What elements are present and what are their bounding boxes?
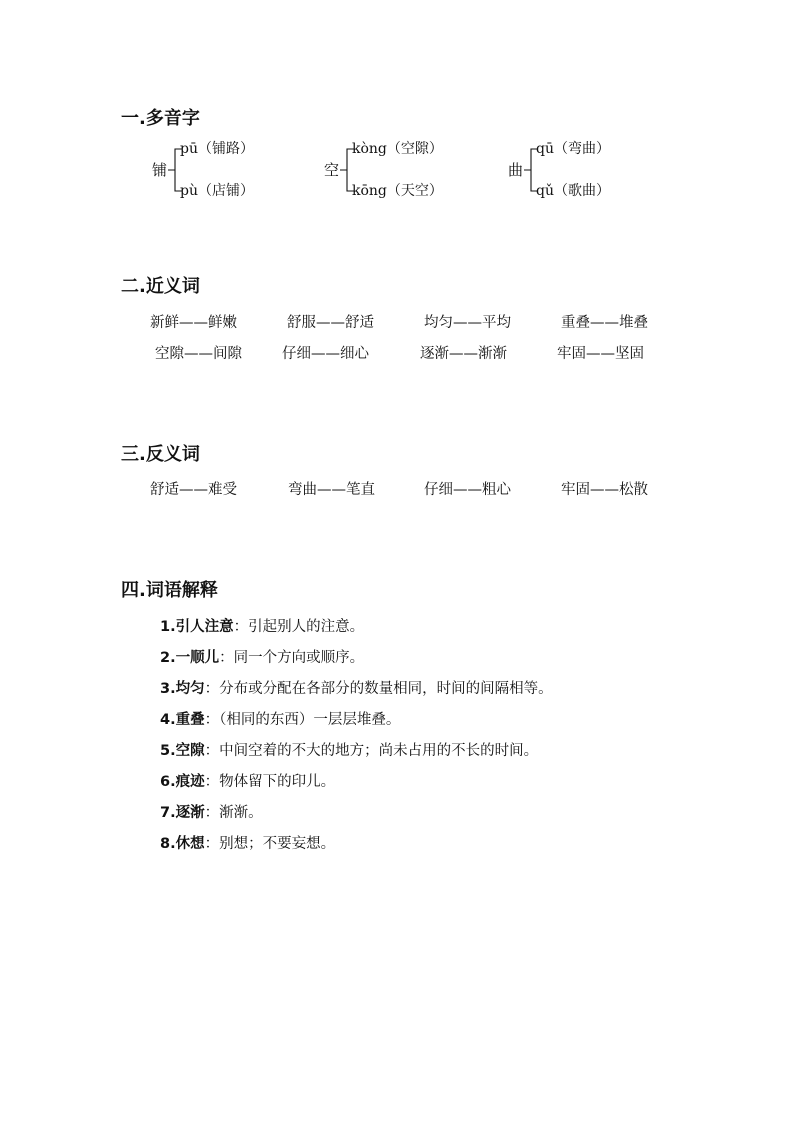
definition-text: 同一个方向或顺序。 xyxy=(233,650,365,666)
definition-term: 痕迹 xyxy=(175,774,205,790)
antonym-pair: 弯曲——笔直 xyxy=(288,482,375,498)
definition-separator: ： xyxy=(204,712,220,728)
definition-separator: ： xyxy=(204,681,220,697)
polyphone-group xyxy=(152,138,352,202)
definition-separator: ： xyxy=(204,774,220,790)
antonym-pair: 舒适——难受 xyxy=(150,482,237,498)
definition-term: 休想 xyxy=(175,836,205,852)
definition-separator: ： xyxy=(204,836,220,852)
antonym-pair: 仔细——粗心 xyxy=(424,482,511,498)
definition-term: 空隙 xyxy=(175,743,205,759)
definition-item xyxy=(160,834,553,865)
polyphone-reading: pù（店铺） xyxy=(180,183,254,199)
definition-text: 物体留下的印儿。 xyxy=(219,774,336,790)
polyphone-reading: qū（弯曲） xyxy=(536,141,610,157)
definition-separator: ： xyxy=(204,805,220,821)
polyphone-reading: kòng（空隙） xyxy=(352,141,443,157)
definition-separator: ： xyxy=(219,650,234,666)
definition-item xyxy=(160,710,553,741)
definition-text: 中间空着的不大的地方；尚未占用的不长的时间。 xyxy=(219,743,539,759)
section-title-polyphones: 一.多音字 xyxy=(121,108,200,129)
definition-number: 4. xyxy=(160,712,176,728)
definition-number: 1. xyxy=(160,619,176,635)
synonym-pair: 重叠——堆叠 xyxy=(561,315,648,331)
definition-separator: ： xyxy=(233,619,249,635)
definition-item xyxy=(160,741,553,772)
definition-term: 均匀 xyxy=(175,681,205,697)
definition-item xyxy=(160,772,553,803)
synonym-pair: 逐渐——渐渐 xyxy=(420,346,507,362)
definition-text: 分布或分配在各部分的数量相同，时间的间隔相等。 xyxy=(219,681,553,697)
definition-number: 8. xyxy=(160,836,176,852)
definition-number: 3. xyxy=(160,681,176,697)
definition-separator: ： xyxy=(204,743,220,759)
synonym-pair: 牢固——坚固 xyxy=(557,346,644,362)
synonym-pair: 舒服——舒适 xyxy=(287,315,374,331)
polyphone-reading: qǔ（歌曲） xyxy=(536,183,610,199)
definition-text: 引起别人的注意。 xyxy=(248,619,365,635)
synonym-pair: 空隙——间隙 xyxy=(155,346,242,362)
definition-item xyxy=(160,617,553,648)
definition-item xyxy=(160,803,553,834)
definition-text: （相同的东西）一层层堆叠。 xyxy=(219,712,401,728)
definition-text: 渐渐。 xyxy=(219,805,263,821)
definition-list xyxy=(160,617,553,865)
definition-term: 一顺儿 xyxy=(175,650,220,666)
section-title-definitions: 四.词语解释 xyxy=(121,580,218,601)
polyphone-reading: pū（铺路） xyxy=(180,141,254,157)
synonym-pair: 仔细——细心 xyxy=(282,346,369,362)
definition-number: 5. xyxy=(160,743,176,759)
polyphone-reading: kōng（天空） xyxy=(352,183,443,199)
definition-number: 2. xyxy=(160,650,176,666)
polyphone-char: 空 xyxy=(324,161,340,179)
definition-item xyxy=(160,679,553,710)
definition-item xyxy=(160,648,553,679)
definition-term: 重叠 xyxy=(175,712,205,728)
antonym-pair: 牢固——松散 xyxy=(561,482,648,498)
section-title-antonyms: 三.反义词 xyxy=(121,444,200,465)
polyphone-char: 铺 xyxy=(152,161,168,179)
definition-term: 引人注意 xyxy=(175,619,234,635)
polyphone-group xyxy=(324,138,524,202)
definition-term: 逐渐 xyxy=(175,805,205,821)
synonym-pair: 均匀——平均 xyxy=(424,315,511,331)
polyphone-char: 曲 xyxy=(508,161,524,179)
section-title-synonyms: 二.近义词 xyxy=(121,276,200,297)
definition-text: 别想；不要妄想。 xyxy=(219,836,336,852)
polyphone-group xyxy=(508,138,708,202)
definition-number: 7. xyxy=(160,805,176,821)
synonym-pair: 新鲜——鲜嫩 xyxy=(150,315,237,331)
definition-number: 6. xyxy=(160,774,176,790)
